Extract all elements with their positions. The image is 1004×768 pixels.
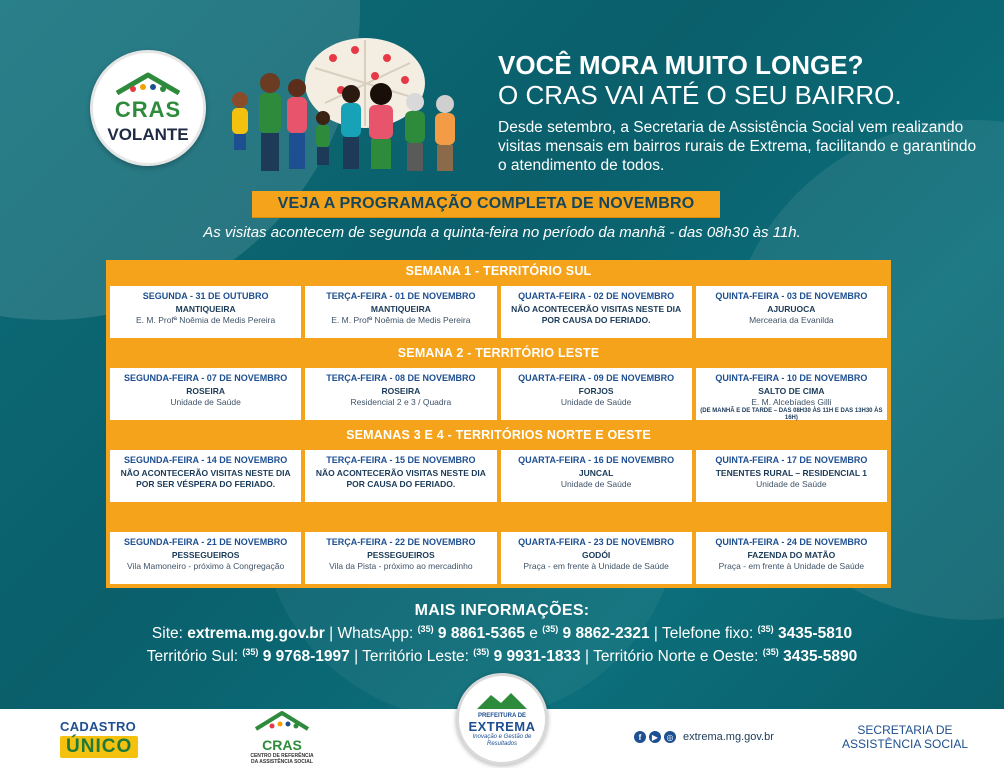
day-place: AJURUOCA [767, 304, 816, 314]
leste-label: Território Leste: [362, 648, 469, 666]
day-place: NÃO ACONTECERÃO VISITAS NESTE DIA POR CAUSA DO FERIADO. [511, 304, 682, 325]
week-header [106, 506, 891, 528]
day-location: Praça - em frente à Unidade de Saúde [523, 561, 669, 571]
ddd: (35) [242, 647, 259, 658]
phone-label: Telefone fixo: [661, 625, 754, 643]
day-cell [110, 286, 301, 338]
day-cell [696, 450, 887, 502]
ddd: (35) [473, 647, 490, 658]
site-label: Site: [151, 625, 183, 643]
day-date: TERÇA-FEIRA - 22 DE NOVEMBRO [326, 537, 476, 547]
facebook-icon[interactable]: f [634, 731, 646, 743]
week-row [106, 528, 891, 588]
day-date: QUARTA-FEIRA - 16 DE NOVEMBRO [518, 455, 675, 465]
whatsapp-number-2[interactable]: 9 8862-2321 [562, 625, 650, 643]
contact-line-2 [0, 643, 1004, 666]
day-place: PESSEGUEIROS [367, 550, 435, 560]
more-info-title: MAIS INFORMAÇÕES: [414, 602, 590, 619]
whatsapp-number-1[interactable]: 9 8861-5365 [437, 625, 525, 643]
day-place: NÃO ACONTECERÃO VISITAS NESTE DIA POR SER VÉSPERA DO FERIADO. [120, 468, 291, 489]
day-place: PESSEGUEIROS [171, 550, 240, 560]
unico-text: ÚNICO [60, 736, 138, 758]
day-date: TERÇA-FEIRA - 08 DE NOVEMBRO [326, 373, 476, 383]
phone-number[interactable]: 3435-5810 [777, 625, 853, 643]
day-location: Unidade de Saúde [560, 479, 632, 489]
day-place: SALTO DE CIMA [758, 386, 825, 396]
day-cell [305, 286, 496, 338]
day-cell [501, 286, 692, 338]
house-roof-icon [111, 71, 185, 95]
day-place: MANTIQUEIRA [370, 304, 431, 314]
day-location: Vila da Pista - próximo ao mercadinho [329, 561, 473, 571]
day-place: JUNCAL [578, 468, 614, 478]
secretaria-line-2: ASSISTÊNCIA SOCIAL [841, 737, 969, 751]
sul-number[interactable]: 9 9768-1997 [262, 648, 350, 666]
headline-description: Desde setembro, a Secretaria de Assistência Social vem realizando visitas mensais em bairros rurais de Extrema, facilitando e garantindo o atendimento de todos. [498, 119, 977, 174]
day-date: SEGUNDA-FEIRA - 14 DE NOVEMBRO [124, 455, 288, 465]
day-date: QUARTA-FEIRA - 02 DE NOVEMBRO [518, 291, 675, 301]
week-row [106, 364, 891, 424]
week-row [106, 446, 891, 506]
day-date: QUARTA-FEIRA - 09 DE NOVEMBRO [518, 373, 675, 383]
day-cell [501, 450, 692, 502]
day-location: E. M. Alcebíades Gilli [751, 397, 832, 407]
week-row [106, 282, 891, 342]
schedule-table [106, 260, 891, 588]
day-cell [305, 532, 496, 584]
secretaria-line-1: SECRETARIA DE [857, 723, 953, 737]
cras-volante-logo [90, 50, 206, 166]
cras-subtitle-2: DA ASSISTÊNCIA SOCIAL [251, 759, 313, 765]
day-date: QUARTA-FEIRA - 23 DE NOVEMBRO [518, 537, 675, 547]
day-date: SEGUNDA-FEIRA - 21 DE NOVEMBRO [124, 537, 288, 547]
day-place: FAZENDA DO MATÃO [747, 550, 836, 560]
seal-top-text: PREFEITURA DE [477, 712, 527, 719]
headline-block [498, 50, 978, 175]
site-link[interactable]: extrema.mg.gov.br [187, 625, 325, 643]
day-location: Vila Mamoneiro - próximo à Congregação [127, 561, 285, 571]
seal-tagline: Inovação e Gestão de Resultados [472, 733, 532, 747]
day-date: SEGUNDA - 31 DE OUTUBRO [142, 291, 269, 301]
sul-label: Território Sul: [146, 648, 239, 666]
day-cell [696, 286, 887, 338]
day-location: E. M. Profª Noêmia de Medis Pereira [331, 315, 471, 325]
day-note: (DE MANHÃ E DE TARDE – DAS 08H30 ÀS 11H E DAS 13H30 ÀS 16H) [700, 408, 883, 421]
day-place: TENENTES RURAL – RESIDENCIAL 1 [715, 468, 868, 478]
separator: | [354, 648, 359, 666]
prefeitura-extrema-seal [456, 673, 548, 765]
ddd: (35) [542, 624, 559, 634]
youtube-icon[interactable]: ▶ [649, 731, 661, 743]
day-date: TERÇA-FEIRA - 01 DE NOVEMBRO [326, 291, 476, 301]
week-header: SEMANA 1 - TERRITÓRIO SUL [106, 260, 891, 282]
logo-volante-text: VOLANTE [107, 125, 189, 144]
day-cell [110, 450, 301, 502]
day-location: E. M. Profª Noêmia de Medis Pereira [136, 315, 276, 325]
cadastro-text: CADASTRO [60, 719, 137, 734]
house-roof-icon [252, 709, 312, 731]
day-cell [110, 368, 301, 420]
ddd: (35) [417, 624, 434, 634]
separator: | [329, 625, 334, 643]
day-cell [305, 368, 496, 420]
headline-statement: O CRAS VAI ATÉ O SEU BAIRRO. [498, 80, 902, 110]
day-cell [696, 368, 887, 420]
day-date: SEGUNDA-FEIRA - 07 DE NOVEMBRO [124, 373, 288, 383]
day-date: QUINTA-FEIRA - 03 DE NOVEMBRO [715, 291, 868, 301]
day-cell [305, 450, 496, 502]
day-date: QUINTA-FEIRA - 10 DE NOVEMBRO [715, 373, 868, 383]
whatsapp-label: WhatsApp: [337, 625, 414, 643]
norte-number[interactable]: 3435-5890 [783, 648, 858, 666]
cras-footer-logo [244, 709, 320, 765]
headline-question: VOCÊ MORA MUITO LONGE? [498, 50, 864, 80]
cras-subtitle-1: CENTRO DE REFERÊNCIA [250, 753, 314, 759]
day-cell [110, 532, 301, 584]
norte-label: Território Norte e Oeste: [593, 648, 759, 666]
day-place: ROSEIRA [381, 386, 421, 396]
day-place: GODÓI [581, 550, 611, 560]
day-place: MANTIQUEIRA [175, 304, 236, 314]
day-location: Mercearia da Evanilda [749, 315, 834, 325]
contact-line-1 [0, 620, 1004, 643]
day-place: NÃO ACONTECERÃO VISITAS NESTE DIA POR CAUSA DO FERIADO. [315, 468, 486, 489]
separator: | [585, 648, 590, 666]
day-cell [696, 532, 887, 584]
program-subtitle: As visitas acontecem de segunda a quinta-feira no período da manhã - das 08h30 às 11h. [203, 224, 801, 241]
ddd: (35) [757, 624, 774, 634]
footer [0, 709, 1004, 768]
day-cell [501, 532, 692, 584]
mountain-icon [477, 691, 527, 709]
day-location: Unidade de Saúde [756, 479, 827, 489]
day-location: Unidade de Saúde [170, 397, 241, 407]
separator: | [653, 625, 658, 643]
week-header: SEMANAS 3 E 4 - TERRITÓRIOS NORTE E OESTE [106, 424, 891, 446]
day-date: QUINTA-FEIRA - 17 DE NOVEMBRO [715, 455, 868, 465]
day-location: Residencial 2 e 3 / Quadra [350, 397, 452, 407]
and-text: e [529, 625, 538, 643]
cras-footer-text: CRAS [262, 737, 302, 753]
family-map-illustration [215, 28, 485, 178]
program-banner: VEJA A PROGRAMAÇÃO COMPLETA DE NOVEMBRO [252, 191, 720, 217]
day-date: QUINTA-FEIRA - 24 DE NOVEMBRO [715, 537, 868, 547]
logo-cras-text: CRAS [114, 97, 182, 122]
day-date: TERÇA-FEIRA - 15 DE NOVEMBRO [326, 455, 476, 465]
social-url[interactable]: extrema.mg.gov.br [683, 731, 774, 743]
social-links [634, 731, 774, 743]
day-location: Unidade de Saúde [560, 397, 632, 407]
instagram-icon[interactable]: ◎ [664, 731, 676, 743]
ddd: (35) [762, 647, 779, 658]
week-header: SEMANA 2 - TERRITÓRIO LESTE [106, 342, 891, 364]
leste-number[interactable]: 9 9931-1833 [493, 648, 581, 666]
cadastro-unico-logo [60, 719, 152, 758]
day-location: Praça - em frente à Unidade de Saúde [718, 561, 865, 571]
more-info [0, 602, 1004, 666]
seal-name: EXTREMA [468, 718, 536, 734]
day-cell [501, 368, 692, 420]
secretaria-text [830, 723, 980, 751]
day-place: ROSEIRA [186, 386, 225, 396]
day-place: FORJOS [578, 386, 614, 396]
